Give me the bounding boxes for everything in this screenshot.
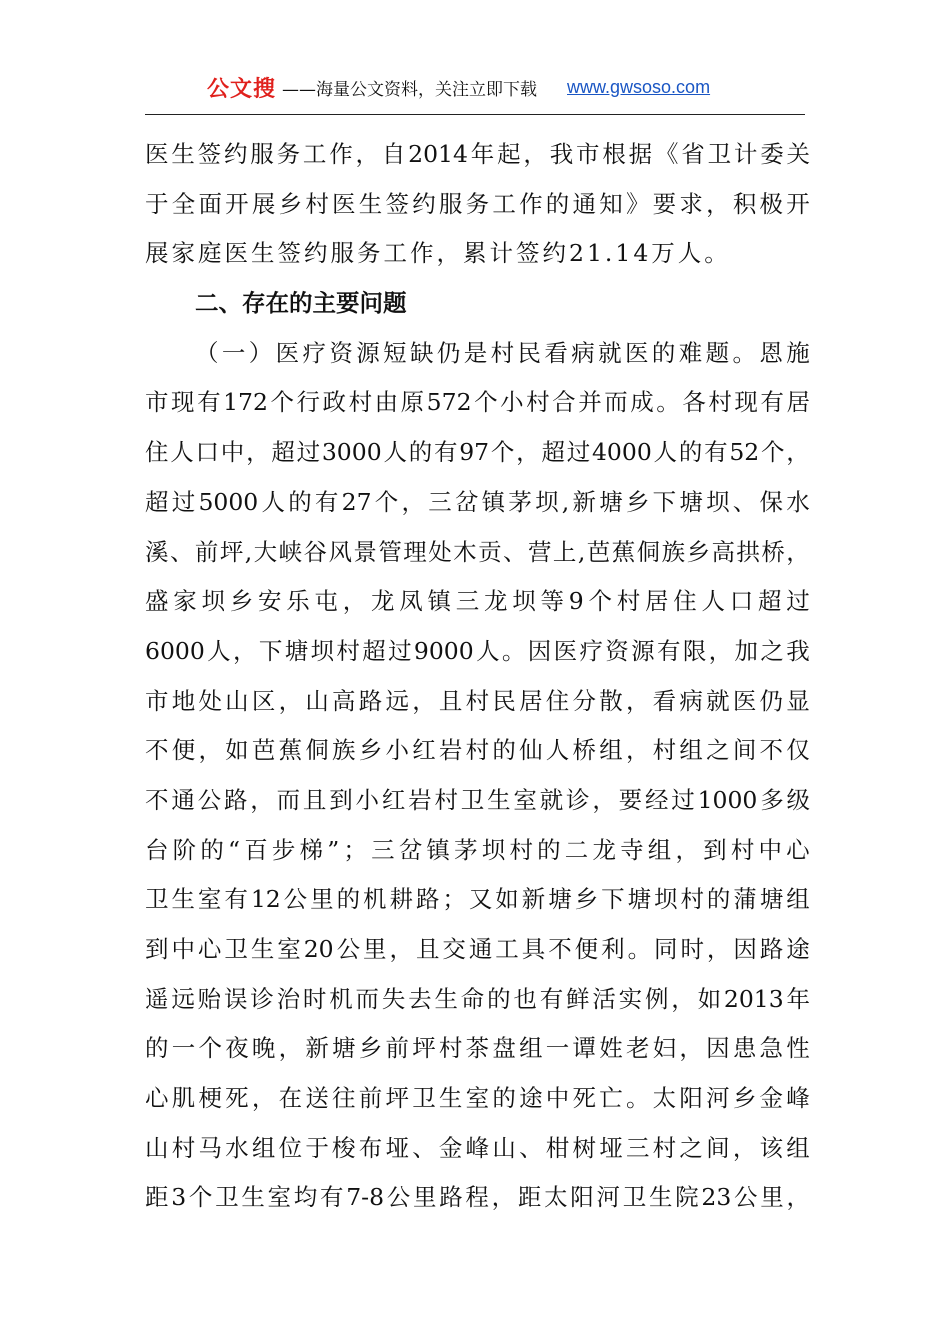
website-link[interactable]: www.gwsoso.com	[567, 76, 711, 97]
text-line: 不 便 ， 如 芭 蕉 侗 族 乡 小 红 岩 村 的 仙 人 桥 组 ， 村 组 之 间 不 仅	[145, 736, 810, 765]
header-slogan: ——海量公文资料，关注立即下载	[282, 79, 538, 100]
text-line: 遥 远 贻 误 诊 治 时 机 而 失 去 生 命 的 也 有 鲜 活 实 例 ， 如 2013 年	[145, 984, 810, 1013]
text-line: 到 中 心 卫 生 室 20 公 里 ， 且 交 通 工 具 不 便 利 。 同 时 ， 因 路 途	[145, 935, 810, 963]
text-line: 距 3 个 卫 生 室 均 有 7-8 公 里 路 程 ， 距 太 阳 河 卫 生 院 23 公 里 ，	[145, 1183, 810, 1212]
text-line: 山 村 马 水 组 位 于 梭 布 垭 、 金 峰 山 、 柑 树 垭 三 村 之 间 ， 该 组	[145, 1133, 810, 1162]
text-line: 市 地 处 山 区 ， 山 高 路 远 ， 且 村 民 居 住 分 散 ， 看 病 就 医 仍 显	[145, 686, 810, 715]
text-line: 展家庭医生签约服务工作，累计签约21.14万人。	[145, 239, 731, 268]
section-heading: 二、存在的主要问题	[195, 289, 407, 318]
header-divider	[145, 114, 805, 115]
text-line: 心 肌 梗 死 ， 在 送 往 前 坪 卫 生 室 的 途 中 死 亡 。 太 阳 河 乡 金 峰	[145, 1084, 810, 1113]
text-line: 溪 、 前 坪 , 大 峡 谷 风 景 管 理 处 木 贡 、 营 上 , 芭 蕉 侗 族 乡 高 拱 桥 ，	[145, 537, 810, 566]
text-line: 卫 生 室 有 12 公 里 的 机 耕 路 ； 又 如 新 塘 乡 下 塘 坝 村 的 蒲 塘 组	[145, 885, 810, 914]
text-line: 于 全 面 开 展 乡 村 医 生 签 约 服 务 工 作 的 通 知 》 要 求 ， 积 极 开	[145, 189, 810, 218]
text-line: 6000 人 ， 下 塘 坝 村 超 过 9000 人 。 因 医 疗 资 源 有 限 ， 加 之 我	[145, 636, 810, 665]
text-line: 的 一 个 夜 晚 ， 新 塘 乡 前 坪 村 茶 盘 组 一 谭 姓 老 妇 ， 因 患 急 性	[145, 1034, 810, 1063]
text-line: 盛 家 坝 乡 安 乐 屯 ， 龙 凤 镇 三 龙 坝 等 9 个 村 居 住 人 口 超 过	[145, 587, 810, 616]
text-line: 台 阶 的 “ 百 步 梯 ” ； 三 岔 镇 茅 坝 村 的 二 龙 寺 组 ， 到 村 中 心	[145, 835, 810, 864]
text-line: 市 现 有 172 个 行 政 村 由 原 572 个 小 村 合 并 而 成 。 各 村 现 有 居	[145, 388, 810, 417]
brand-logo: 公文搜	[207, 76, 277, 102]
document-body	[145, 130, 810, 1223]
text-line: （ 一 ） 医 疗 资 源 短 缺 仍 是 村 民 看 病 就 医 的 难 题 。 恩 施	[195, 338, 810, 367]
page-header	[145, 70, 805, 104]
text-line: 医 生 签 约 服 务 工 作 ， 自 2014 年 起 ， 我 市 根 据 《 省 卫 计 委 关	[145, 140, 810, 168]
text-line: 不 通 公 路 ， 而 且 到 小 红 岩 村 卫 生 室 就 诊 ， 要 经 过 1000 多 级	[145, 785, 810, 814]
text-line: 超 过 5000 人 的 有 27 个 ， 三 岔 镇 茅 坝 , 新 塘 乡 下 塘 坝 、 保 水	[145, 487, 810, 516]
text-line: 住 人 口 中 ， 超 过 3000 人 的 有 97 个 ， 超 过 4000 人 的 有 52 个 ，	[145, 438, 810, 467]
